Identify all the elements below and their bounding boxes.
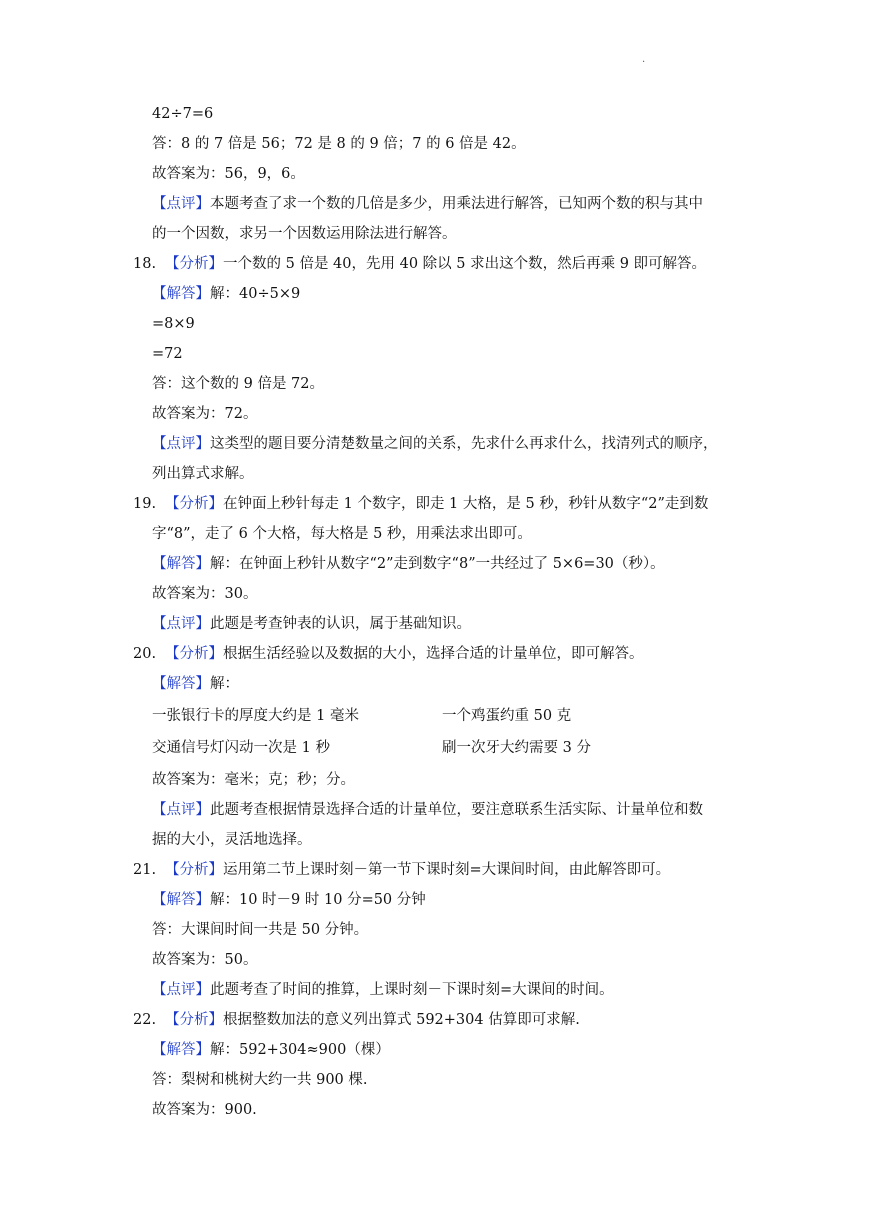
q20-analysis: 20. 【分析】根据生活经验以及数据的大小，选择合适的计量单位，即可解答。 [133, 646, 644, 662]
q18-step: =72 [152, 346, 183, 362]
q20-item: 一张银行卡的厚度大约是 1 毫米 [152, 708, 359, 724]
comment-tag: 【点评】 [152, 616, 210, 632]
question-number: 21. [133, 862, 157, 878]
analysis-tag: 【分析】 [165, 1012, 223, 1028]
q17-comment-cont: 的一个因数，求另一个因数运用除法进行解答。 [152, 226, 457, 242]
question-number: 18. [133, 256, 157, 272]
q18-comment: 【点评】这类型的题目要分清楚数量之间的关系，先求什么再求什么，找清列式的顺序， [152, 436, 718, 452]
q19-analysis-cont: 字“8”，走了 6 个大格，每大格是 5 秒，用乘法求出即可。 [152, 526, 532, 542]
comment-tag: 【点评】 [152, 802, 210, 818]
q20-answer: 【解答】解： [152, 676, 239, 692]
q18-analysis: 18. 【分析】一个数的 5 倍是 40，先用 40 除以 5 求出这个数，然后再乘 9 即可解答。 [133, 256, 707, 272]
q18-reply: 答：这个数的 9 倍是 72。 [152, 376, 325, 392]
q21-answer: 【解答】解：10 时－9 时 10 分=50 分钟 [152, 892, 426, 908]
analysis-tag: 【分析】 [165, 862, 223, 878]
q22-reply: 答：梨树和桃树大约一共 900 棵. [152, 1072, 368, 1088]
analysis-tag: 【分析】 [165, 496, 223, 512]
q22-result: 故答案为：900. [152, 1102, 257, 1118]
q17-calc: 42÷7=6 [152, 106, 214, 122]
q22-answer: 【解答】解：592+304≈900（棵） [152, 1042, 390, 1058]
comment-tag: 【点评】 [152, 436, 210, 452]
q19-result: 故答案为：30。 [152, 586, 258, 602]
answer-tag: 【解答】 [152, 1042, 210, 1058]
analysis-tag: 【分析】 [165, 256, 223, 272]
q21-result: 故答案为：50。 [152, 952, 258, 968]
q18-step: =8×9 [152, 316, 195, 332]
q17-reply: 答：8 的 7 倍是 56；72 是 8 的 9 倍；7 的 6 倍是 42。 [152, 136, 526, 152]
answer-tag: 【解答】 [152, 286, 210, 302]
q21-analysis: 21. 【分析】运用第二节上课时刻－第一节下课时刻=大课间时间，由此解答即可。 [133, 862, 671, 878]
q20-item: 交通信号灯闪动一次是 1 秒 [152, 740, 330, 756]
q20-comment-cont: 据的大小，灵活地选择。 [152, 832, 312, 848]
analysis-tag: 【分析】 [165, 646, 223, 662]
q19-comment: 【点评】此题是考查钟表的认识，属于基础知识。 [152, 616, 471, 632]
q18-comment-cont: 列出算式求解。 [152, 466, 254, 482]
comment-tag: 【点评】 [152, 982, 210, 998]
q19-answer: 【解答】解：在钟面上秒针从数字“2”走到数字“8”一共经过了 5×6=30（秒）。 [152, 556, 665, 572]
q20-item: 一个鸡蛋约重 50 克 [442, 708, 572, 724]
question-number: 22. [133, 1012, 157, 1028]
answer-tag: 【解答】 [152, 892, 210, 908]
q17-comment: 【点评】本题考查了求一个数的几倍是多少，用乘法进行解答，已知两个数的积与其中 [152, 196, 703, 212]
q20-comment: 【点评】此题考查根据情景选择合适的计量单位，要注意联系生活实际、计量单位和数 [152, 802, 703, 818]
question-number: 19. [133, 496, 157, 512]
q21-comment: 【点评】此题考查了时间的推算，上课时刻－下课时刻=大课间的时间。 [152, 982, 614, 998]
q18-result: 故答案为：72。 [152, 406, 258, 422]
answer-tag: 【解答】 [152, 556, 210, 572]
q17-result: 故答案为：56，9，6。 [152, 166, 305, 182]
answer-tag: 【解答】 [152, 676, 210, 692]
q20-result: 故答案为：毫米；克；秒；分。 [152, 772, 355, 788]
q18-answer: 【解答】解：40÷5×9 [152, 286, 301, 302]
comment-tag: 【点评】 [152, 196, 210, 212]
q21-reply: 答：大课间时间一共是 50 分钟。 [152, 922, 369, 938]
question-number: 20. [133, 646, 157, 662]
q22-analysis: 22. 【分析】根据整数加法的意义列出算式 592+304 估算即可求解. [133, 1012, 580, 1028]
header-mark: . [642, 54, 646, 65]
q20-item: 刷一次牙大约需要 3 分 [442, 740, 591, 756]
q19-analysis: 19. 【分析】在钟面上秒针每走 1 个数字，即走 1 大格，是 5 秒，秒针从数字“2”走到数 [133, 496, 709, 512]
